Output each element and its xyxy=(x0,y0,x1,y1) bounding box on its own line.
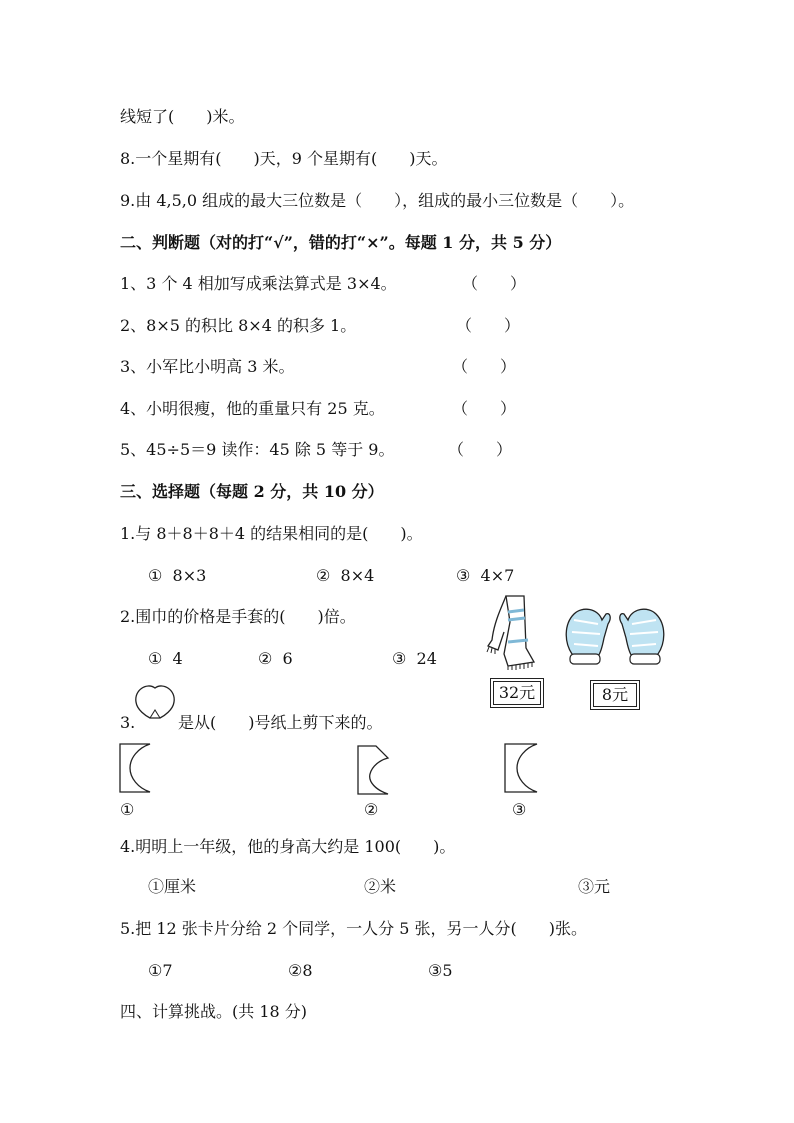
judge-section-heading: 二、判断题（对的打“√”，错的打“×”。每题 1 分，共 5 分） xyxy=(120,233,562,252)
choice-q5: 5.把 12 张卡片分给 2 个同学，一人分 5 张，另一人分( )张。 xyxy=(120,919,587,938)
choice-q1-option-3[interactable]: ③ 4×7 xyxy=(456,566,515,585)
choice-q3: 是从( )号纸上剪下来的。 xyxy=(178,713,383,732)
paper-label-3[interactable]: ③ xyxy=(512,800,527,819)
choice-q1-option-1[interactable]: ① 8×3 xyxy=(148,566,207,585)
judge-answer-4[interactable]: （ ） xyxy=(452,399,517,418)
choice-q5-option-2[interactable]: ②8 xyxy=(288,961,313,980)
judge-answer-5[interactable]: （ ） xyxy=(448,440,513,459)
choice-q2: 2.围巾的价格是手套的( )倍。 xyxy=(120,607,356,626)
choice-q2-option-2[interactable]: ② 6 xyxy=(258,649,293,668)
calc-section-heading: 四、计算挑战。(共 18 分) xyxy=(120,1002,308,1021)
choice-q4-option-2[interactable]: ②米 xyxy=(364,877,397,896)
question-9: 9.由 4,5,0 组成的最大三位数是（ ），组成的最小三位数是（ ）。 xyxy=(120,191,635,210)
paper-option-3-icon xyxy=(503,742,539,794)
judge-item-3: 3、小军比小明高 3 米。 xyxy=(120,357,295,376)
choice-q4: 4.明明上一年级，他的身高大约是 100( )。 xyxy=(120,837,456,856)
judge-item-1: 1、3 个 4 相加写成乘法算式是 3×4。 xyxy=(120,274,397,293)
fill-blank-continuation: 线短了( )米。 xyxy=(120,107,245,126)
choice-q5-option-3[interactable]: ③5 xyxy=(428,961,453,980)
choice-q1: 1.与 8＋8＋8＋4 的结果相同的是( )。 xyxy=(120,524,423,543)
choice-q5-option-1[interactable]: ①7 xyxy=(148,961,173,980)
judge-item-2: 2、8×5 的积比 8×4 的积多 1。 xyxy=(120,316,357,335)
paper-option-2-icon xyxy=(356,744,390,796)
choice-q1-option-2[interactable]: ② 8×4 xyxy=(316,566,375,585)
choice-q4-option-3[interactable]: ③元 xyxy=(578,877,611,896)
choice-q3-prefix: 3. xyxy=(120,713,136,732)
paper-label-1[interactable]: ① xyxy=(120,800,135,819)
mittens-icon xyxy=(562,604,668,668)
choice-q2-option-1[interactable]: ① 4 xyxy=(148,649,183,668)
scarf-price-tag: 32元 xyxy=(490,678,544,708)
choice-section-heading: 三、选择题（每题 2 分，共 10 分） xyxy=(120,482,384,501)
question-8: 8.一个星期有( )天，9 个星期有( )天。 xyxy=(120,149,448,168)
judge-answer-2[interactable]: （ ） xyxy=(456,316,521,335)
choice-q4-option-1[interactable]: ①厘米 xyxy=(148,877,197,896)
heart-cutout-icon xyxy=(132,684,178,724)
paper-option-1-icon xyxy=(118,742,152,794)
judge-answer-1[interactable]: （ ） xyxy=(462,274,527,293)
judge-answer-3[interactable]: （ ） xyxy=(452,357,517,376)
paper-label-2[interactable]: ② xyxy=(364,800,379,819)
judge-item-4: 4、小明很瘦，他的重量只有 25 克。 xyxy=(120,399,385,418)
glove-price-tag: 8元 xyxy=(590,680,640,710)
judge-item-5: 5、45÷5＝9 读作：45 除 5 等于 9。 xyxy=(120,440,395,459)
scarf-icon xyxy=(484,592,544,672)
choice-q2-option-3[interactable]: ③ 24 xyxy=(392,649,437,668)
